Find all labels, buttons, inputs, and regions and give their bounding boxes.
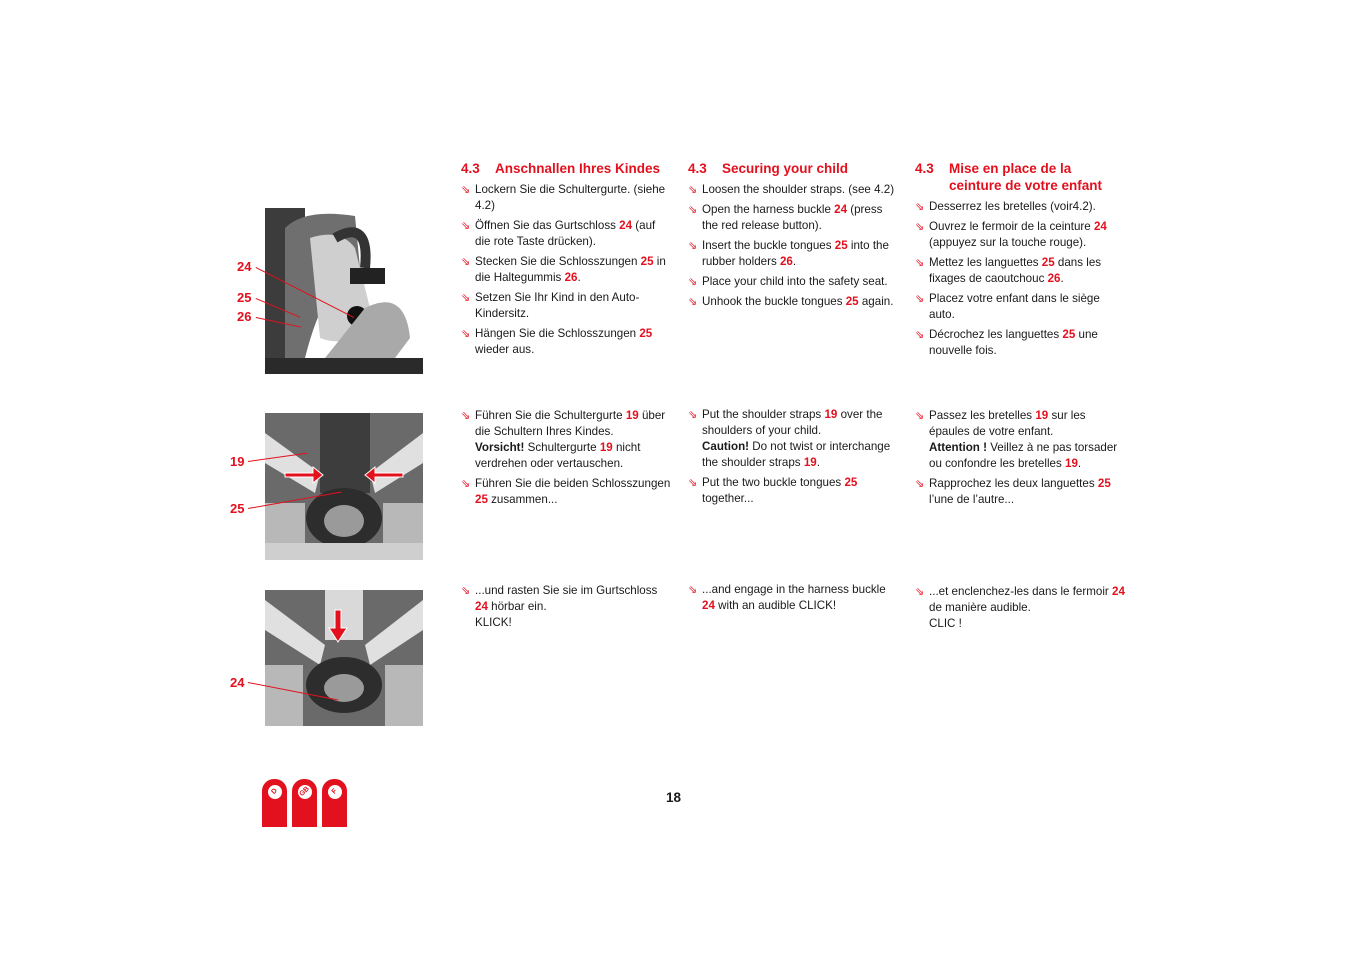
callout-24: 24: [230, 675, 245, 690]
step: [688, 182, 898, 198]
arrow-icon: ⇘: [688, 477, 698, 489]
part-number: 24: [702, 599, 715, 612]
part-number: 25: [1097, 477, 1111, 490]
step: [915, 255, 1125, 287]
step-text: Placez votre enfant dans le siège auto.: [929, 292, 1100, 321]
buckle-engage-image: [265, 590, 423, 726]
part-number: 24: [475, 600, 488, 613]
step: ⇘ Führen Sie die Schultergurte 19 über die Schultern Ihres Kindes. Vorsicht! Schultergurte 19 nicht verdrehen oder vertauschen.: [461, 409, 666, 470]
step-text: Place your child into the safety seat.: [702, 275, 888, 288]
step: [461, 182, 671, 214]
step-text: Führen Sie die Schultergurte 19 über die Schultern Ihres Kindes.: [475, 409, 666, 438]
language-tab-f[interactable]: F: [322, 779, 347, 827]
block-gb-2: [688, 407, 898, 511]
block-de-2: [461, 408, 671, 512]
photo-buckle-engage: [265, 590, 423, 726]
step-text: ...et enclenchez-les dans le fermoir 24 de manière audible.: [929, 585, 1125, 614]
arrow-icon: ⇘: [688, 584, 698, 596]
part-number: 25: [844, 476, 858, 489]
arrow-icon: ⇘: [461, 585, 471, 597]
photo-seat-overview: [265, 208, 423, 374]
part-number: 25: [1062, 328, 1076, 341]
column-fr: [915, 160, 1125, 363]
step: [688, 582, 898, 614]
step-text: Passez les bretelles 19 sur les épaules de votre enfant.: [929, 409, 1086, 438]
step: [461, 476, 671, 508]
step-list: [461, 182, 671, 358]
step: [915, 476, 1125, 508]
part-number: 25: [639, 327, 653, 340]
section-heading: 4.3 Anschnallen Ihres Kindes: [461, 161, 661, 176]
step: ⇘ Put the shoulder straps 19 over the shoulders of your child. Caution! Do not twist or interchange the shoulder straps 19.: [688, 408, 891, 469]
step: [688, 238, 898, 270]
page-number: 18: [666, 790, 682, 805]
step: [915, 199, 1125, 215]
part-number: 24: [619, 219, 633, 232]
photo-shoulder-straps: [265, 413, 423, 560]
step-text: Loosen the shoulder straps. (see 4.2): [702, 183, 895, 196]
step: ⇘ ...und rasten Sie sie im Gurtschloss 24 hörbar ein. KLICK!: [461, 584, 658, 629]
part-number: 19: [625, 409, 639, 422]
part-number: 19: [1035, 409, 1049, 422]
arrow-icon: ⇘: [461, 184, 471, 196]
block-fr-2: [915, 408, 1125, 512]
step: [915, 291, 1125, 323]
part-number: 26: [779, 255, 793, 268]
arrow-icon: ⇘: [688, 184, 698, 196]
part-number: 25: [834, 239, 848, 252]
step: [461, 218, 671, 250]
arrow-icon: ⇘: [915, 257, 925, 269]
step-text: Put the shoulder straps 19 over the shoulders of your child.: [702, 408, 883, 437]
part-number: 25: [845, 295, 859, 308]
arrow-icon: ⇘: [461, 220, 471, 232]
car-seat-image: [265, 208, 423, 374]
step: [915, 219, 1125, 251]
arrow-icon: ⇘: [461, 478, 471, 490]
step-list: [688, 182, 898, 310]
part-number: 26: [564, 271, 578, 284]
arrow-icon: ⇘: [915, 478, 925, 490]
callout-26: 26: [237, 309, 252, 324]
step: ⇘ ...et enclenchez-les dans le fermoir 24 de manière audible. CLIC !: [915, 585, 1125, 630]
step-text: Open the harness buckle 24 (press the red release button).: [702, 203, 883, 232]
arrow-icon: ⇘: [461, 410, 471, 422]
part-number: 26: [1047, 272, 1061, 285]
arrow-icon: ⇘: [461, 256, 471, 268]
column-de: [461, 160, 671, 362]
language-tab-gb[interactable]: GB: [292, 779, 317, 827]
step-text: Insert the buckle tongues 25 into the rubber holders 26.: [702, 239, 889, 268]
arrow-icon: ⇘: [688, 296, 698, 308]
part-number: 19: [599, 441, 613, 454]
language-tab-de[interactable]: D: [262, 779, 287, 827]
step-text: Ouvrez le fermoir de la ceinture 24 (appuyez sur la touche rouge).: [929, 220, 1107, 249]
arrow-icon: ⇘: [461, 328, 471, 340]
part-number: 19: [1065, 457, 1078, 470]
callout-24: 24: [237, 259, 252, 274]
block-gb-3: [688, 582, 898, 618]
part-number: 19: [824, 408, 838, 421]
step-text: Setzen Sie Ihr Kind in den Auto-Kindersitz.: [475, 291, 640, 320]
step-text: ...und rasten Sie sie im Gurtschloss 24 hörbar ein.: [475, 584, 658, 613]
step: [461, 290, 671, 322]
step-text: Décrochez les languettes 25 une nouvelle fois.: [929, 328, 1098, 357]
step-text: Unhook the buckle tongues 25 again.: [702, 295, 894, 308]
part-number: 24: [834, 203, 848, 216]
part-number: 25: [1041, 256, 1055, 269]
arrow-icon: ⇘: [915, 329, 925, 341]
step: [688, 475, 898, 507]
step-text: Stecken Sie die Schlosszungen 25 in die Haltegummis 26.: [475, 255, 666, 284]
step: [461, 326, 671, 358]
step-list: [915, 199, 1125, 359]
section-heading: 4.3 Mise en place de la ceinture de votre enfant: [915, 161, 1103, 193]
part-number: 25: [475, 493, 488, 506]
step: [688, 274, 898, 290]
step-text: ...and engage in the harness buckle 24 with an audible CLICK!: [702, 583, 886, 612]
part-number: 24: [1112, 585, 1125, 598]
part-number: 19: [803, 456, 817, 469]
step-text: Führen Sie die beiden Schlosszungen 25 zusammen...: [475, 477, 671, 506]
shoulder-straps-image: [265, 413, 423, 560]
step: [915, 327, 1125, 359]
step-text: Put the two buckle tongues 25 together...: [702, 476, 858, 505]
step-text: Veillez à ne pas torsader ou confondre les bretelles 19.: [929, 441, 1118, 470]
part-number: 24: [1093, 220, 1107, 233]
step-text: Schultergurte 19 nicht verdrehen oder vertauschen.: [475, 441, 641, 470]
arrow-icon: ⇘: [915, 410, 925, 422]
step: [688, 294, 898, 310]
arrow-icon: ⇘: [915, 201, 925, 213]
step: ⇘ Passez les bretelles 19 sur les épaules de votre enfant. Attention ! Veillez à ne pas torsader ou confondre les bretelles 19.: [915, 409, 1118, 470]
step-text: Rapprochez les deux languettes 25 l’une de l’autre...: [929, 477, 1111, 506]
arrow-icon: ⇘: [915, 586, 925, 598]
block-fr-3: [915, 584, 1125, 636]
arrow-icon: ⇘: [688, 276, 698, 288]
arrow-icon: ⇘: [688, 204, 698, 216]
section-heading: 4.3 Securing your child: [688, 161, 849, 176]
column-gb: [688, 160, 898, 314]
callout-25: 25: [237, 290, 252, 305]
step-text: Öffnen Sie das Gurtschloss 24 (auf die rote Taste drücken).: [475, 219, 656, 248]
step: [688, 202, 898, 234]
arrow-icon: ⇘: [688, 409, 698, 421]
step: [461, 254, 671, 286]
step-text: Lockern Sie die Schultergurte. (siehe 4.2): [475, 183, 666, 212]
step-text: Do not twist or interchange the shoulder straps 19.: [702, 440, 891, 469]
callout-19: 19: [230, 454, 245, 469]
part-number: 25: [640, 255, 654, 268]
step-text: Desserrez les bretelles (voir4.2).: [929, 200, 1096, 213]
arrow-icon: ⇘: [915, 221, 925, 233]
arrow-icon: ⇘: [915, 293, 925, 305]
arrow-icon: ⇘: [688, 240, 698, 252]
callout-25: 25: [230, 501, 245, 516]
arrow-icon: ⇘: [461, 292, 471, 304]
step-text: Mettez les languettes 25 dans les fixages de caoutchouc 26.: [929, 256, 1102, 285]
step-text: Hängen Sie die Schlosszungen 25 wieder aus.: [475, 327, 653, 356]
block-de-3: [461, 583, 671, 635]
